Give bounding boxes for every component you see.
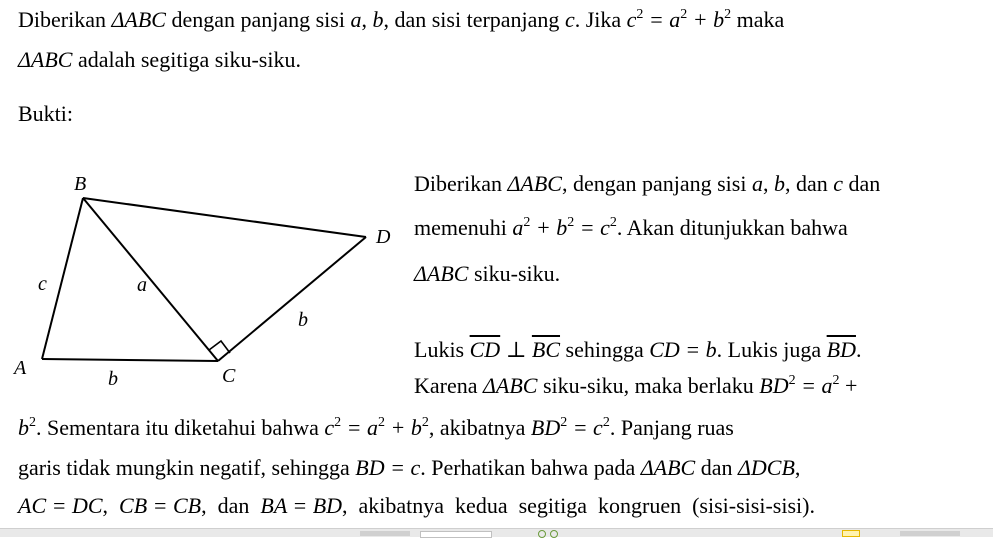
proof-label: Bukti: [18, 101, 74, 126]
math-cb-equals-cb: CB = CB [119, 493, 202, 518]
text: siku-siku. [468, 261, 561, 286]
math-triangle-dcb: ΔDCB [737, 455, 795, 480]
exponent: 2 [602, 415, 610, 430]
right-angle-mark [209, 341, 230, 353]
exponent: 2 [523, 215, 531, 230]
vertex-label-d: D [376, 226, 391, 248]
right-line-4 [414, 336, 861, 364]
math-ac-equals-dc: AC = DC [18, 493, 103, 518]
text: maka [731, 7, 785, 32]
text: . Perhatikan bahwa pada [420, 455, 641, 480]
math-b: + b [530, 215, 568, 240]
text: , dan sisi terpanjang [383, 7, 565, 32]
math-c: c [324, 415, 335, 440]
segment-bc [83, 198, 218, 361]
text: . Lukis juga [716, 337, 827, 362]
math-b: b [773, 171, 785, 196]
status-bar-segment [420, 531, 492, 538]
text: , [102, 493, 120, 518]
side-label-b-ac: b [108, 368, 118, 390]
math-ba-equals-bd: BA = BD [260, 493, 343, 518]
right-line-1 [414, 170, 880, 198]
exponent: 2 [334, 415, 342, 430]
math-triangle-abc: ΔABC [18, 47, 73, 72]
bottom-line-1 [18, 414, 734, 442]
math-triangle-abc: ΔABC [483, 373, 538, 398]
segment-bd [83, 198, 366, 237]
exponent: 2 [377, 415, 385, 430]
vertex-label-a: A [14, 357, 27, 379]
status-bar-segment [360, 531, 410, 536]
segment-ab [42, 198, 83, 359]
exponent: 2 [788, 373, 796, 388]
text: , dengan panjang sisi [561, 171, 752, 196]
text: . [855, 337, 862, 362]
text: adalah segitiga siku-siku. [72, 47, 301, 72]
text: . Panjang ruas [609, 415, 734, 440]
exponent: 2 [29, 415, 36, 430]
text: , akibatnya kedua segitiga kongruen (sisi-sisi-sisi). [342, 493, 815, 518]
exponent: 2 [609, 215, 617, 230]
text: . Jika [574, 7, 627, 32]
math-a: = a [341, 415, 378, 440]
plus-sign: + [839, 373, 858, 398]
math-c: c [626, 7, 637, 32]
bottom-line-2 [18, 454, 800, 482]
exponent: 2 [680, 7, 688, 22]
status-bar-segment [900, 531, 960, 536]
text: Diberikan [18, 7, 112, 32]
math-bd-equals-c: BD = c [355, 455, 421, 480]
segment-bc-notation: $\overline{BC}$ [531, 337, 561, 362]
side-label-a: a [137, 274, 147, 296]
right-line-5 [414, 372, 857, 400]
math-cd-equals-b: CD = b [649, 337, 717, 362]
status-circle-icon[interactable] [550, 530, 558, 538]
text: , [361, 7, 373, 32]
segment-cd-notation: $\overline{CD}$ [469, 337, 501, 362]
text: memenuhi [414, 215, 513, 240]
text: , akibatnya [428, 415, 531, 440]
math-a: a [350, 7, 362, 32]
text: , [794, 455, 801, 480]
math-a: a [751, 171, 763, 196]
status-circle-icon[interactable] [538, 530, 546, 538]
perpendicular-symbol: ⊥ [500, 337, 532, 362]
text: , dan [201, 493, 261, 518]
text: . Akan ditunjukkan bahwa [616, 215, 848, 240]
theorem-line-2 [18, 46, 301, 74]
math-b: + b [384, 415, 422, 440]
math-c: = c [567, 415, 603, 440]
vertex-label-b: B [74, 173, 87, 195]
vertex-label-c: C [222, 365, 236, 387]
math-a: = a [643, 7, 681, 32]
math-bd: BD [530, 415, 561, 440]
text: dengan panjang sisi [165, 7, 351, 32]
right-line-3 [414, 260, 560, 288]
math-c: c [833, 171, 843, 196]
side-label-c: c [38, 273, 47, 295]
theorem-line-1 [18, 6, 784, 34]
text: dan [695, 455, 738, 480]
exponent: 2 [832, 373, 840, 388]
text: Karena [414, 373, 484, 398]
math-b: b [18, 415, 29, 440]
right-line-2 [414, 214, 848, 242]
text: , dan [784, 171, 834, 196]
text: . Sementara itu diketahui bahwa [36, 415, 325, 440]
side-label-b-cd: b [298, 309, 308, 331]
math-a: = a [795, 373, 833, 398]
math-triangle-abc: ΔABC [111, 7, 166, 32]
exponent: 2 [567, 215, 575, 230]
segment-cd [218, 237, 366, 361]
text: Diberikan [414, 171, 508, 196]
exponent: 2 [560, 415, 568, 430]
text: dan [843, 171, 881, 196]
math-b: b [372, 7, 384, 32]
exponent: 2 [724, 7, 732, 22]
math-b: + b [687, 7, 725, 32]
exponent: 2 [421, 415, 429, 430]
exponent: 2 [636, 7, 644, 22]
math-c: c [564, 7, 575, 32]
math-triangle-abc: ΔABC [640, 455, 696, 480]
text: sehingga [560, 337, 650, 362]
segment-bd-notation: $\overline{BD}$ [826, 337, 856, 362]
text: , [762, 171, 774, 196]
text: Lukis [414, 337, 470, 362]
triangle-figure [0, 160, 410, 390]
math-a: a [512, 215, 524, 240]
math-bd: BD [759, 373, 789, 398]
math-triangle-abc: ΔABC [414, 261, 469, 286]
bottom-line-3 [18, 492, 815, 520]
segment-ac [42, 359, 218, 361]
math-triangle-abc: ΔABC [507, 171, 562, 196]
math-c: = c [574, 215, 610, 240]
text: siku-siku, maka berlaku [537, 373, 760, 398]
text: garis tidak mungkin negatif, sehingga [18, 455, 356, 480]
